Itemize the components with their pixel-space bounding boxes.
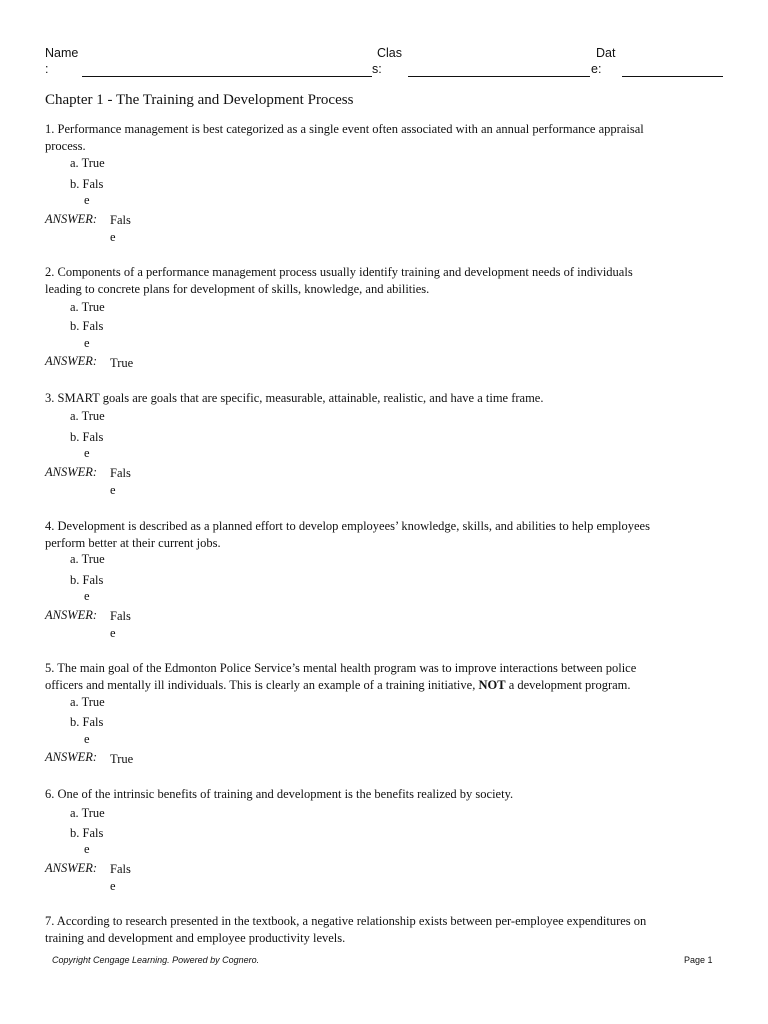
question-5-option-b[interactable]: b. Fals [70, 715, 104, 729]
question-3-option-a[interactable]: a. True [70, 409, 105, 423]
emphasis-not: NOT [478, 678, 506, 692]
question-2-answer-label: ANSWER: [45, 354, 98, 368]
chapter-title: Chapter 1 - The Training and Development Process [45, 92, 354, 108]
question-4-option-a[interactable]: a. True [70, 552, 105, 566]
question-4-text: 4. Development is described as a planned effort to develop employees’ knowledge, skills, and abilities to help employees perform better at their current jobs. [45, 519, 650, 550]
question-3-text: 3. SMART goals are goals that are specific, measurable, attainable, realistic, and have a time frame. [45, 391, 544, 405]
question-3-option-b-wrap: e [84, 446, 90, 460]
question-4-option-b-wrap: e [84, 589, 90, 603]
question-3-answer-wrap: e [110, 483, 116, 497]
question-1-text: 1. Performance management is best categorized as a single event often associated with an annual performance appraisal process. [45, 122, 644, 153]
class-field[interactable] [408, 76, 590, 77]
question-4-answer: Fals [110, 609, 131, 623]
question-2-option-b[interactable]: b. Fals [70, 319, 104, 333]
date-label-colon: e: [591, 62, 602, 76]
question-2-answer: True [110, 356, 134, 370]
question-4-option-b[interactable]: b. Fals [70, 573, 104, 587]
question-6-answer-label: ANSWER: [45, 861, 98, 875]
page-number: Page 1 [684, 955, 713, 965]
name-label: Name [45, 46, 79, 60]
question-6-option-a[interactable]: a. True [70, 806, 105, 820]
question-1-answer-label: ANSWER: [45, 212, 98, 226]
question-1-option-b[interactable]: b. Fals [70, 177, 104, 191]
question-2-option-b-wrap: e [84, 336, 90, 350]
date-field[interactable] [622, 76, 723, 77]
question-3-answer: Fals [110, 466, 131, 480]
question-6-text: 6. One of the intrinsic benefits of training and development is the benefits realized by society. [45, 787, 514, 801]
question-2-text: 2. Components of a performance management process usually identify training and development needs of individuals leading to concrete plans for development of skills, knowledge, and abilities. [45, 265, 633, 296]
class-label-colon: s: [372, 62, 382, 76]
question-1-answer: Fals [110, 213, 131, 227]
question-5-text: 5. The main goal of the Edmonton Police Service’s mental health program was to improve interactions between police officers and mentally ill individuals. This is clearly an example of a training initiative, NOT a development program. [45, 661, 637, 692]
question-6-option-b-wrap: e [84, 842, 90, 856]
footer-copyright: Copyright Cengage Learning. Powered by Cognero. [52, 955, 260, 965]
question-1-option-a[interactable]: a. True [70, 156, 105, 170]
question-6-answer: Fals [110, 862, 131, 876]
question-6-option-b[interactable]: b. Fals [70, 826, 104, 840]
question-7-text: 7. According to research presented in the textbook, a negative relationship exists between per-employee expenditures on training and development and employee productivity levels. [45, 914, 647, 945]
question-1-option-b-wrap: e [84, 193, 90, 207]
question-5-answer-label: ANSWER: [45, 750, 98, 764]
question-6-answer-wrap: e [110, 879, 116, 893]
question-5-option-b-wrap: e [84, 732, 90, 746]
class-label: Clas [377, 46, 403, 60]
question-4-answer-label: ANSWER: [45, 608, 98, 622]
question-1-answer-wrap: e [110, 230, 116, 244]
question-5-option-a[interactable]: a. True [70, 695, 105, 709]
name-field[interactable] [82, 76, 372, 77]
question-5-answer: True [110, 752, 134, 766]
date-label: Dat [596, 46, 616, 60]
question-2-option-a[interactable]: a. True [70, 300, 105, 314]
question-3-option-b[interactable]: b. Fals [70, 430, 104, 444]
question-4-answer-wrap: e [110, 626, 116, 640]
name-label-colon: : [45, 62, 49, 76]
question-3-answer-label: ANSWER: [45, 465, 98, 479]
